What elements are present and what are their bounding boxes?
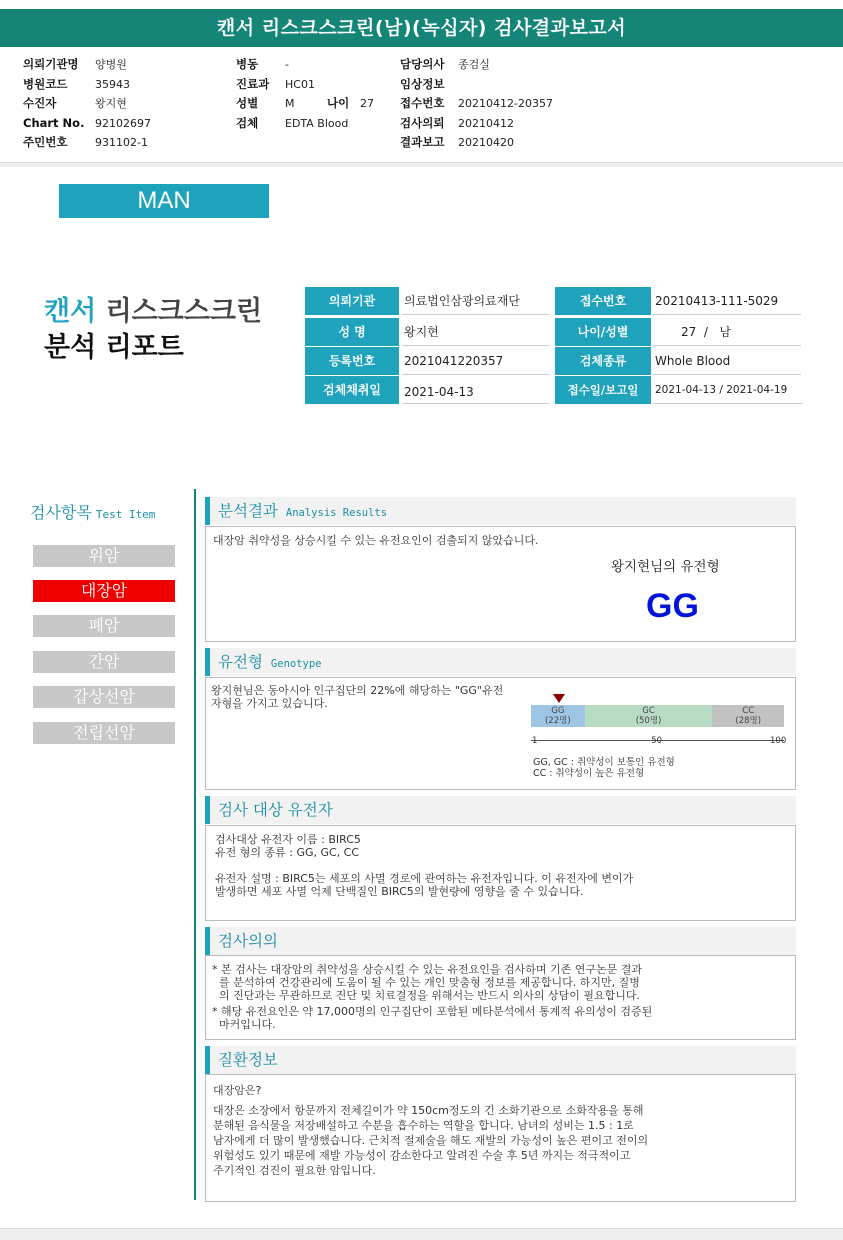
report-title-analysis: 분석 리포트: [44, 332, 184, 363]
section-significance-header: [205, 927, 796, 955]
legend-line-2: CC : 취약성이 높은 유전형: [533, 768, 645, 779]
info-label-institution: 의뢰기관: [305, 287, 399, 315]
analysis-title: 분석결과: [218, 502, 278, 520]
genotype-bar-gc: [585, 705, 713, 727]
doctor-value: 종검실: [458, 58, 490, 71]
sidebar-title: [30, 500, 155, 523]
chart-no-label: Chart No.: [23, 115, 85, 130]
info-value-name: 왕지현: [402, 318, 549, 346]
info-value-registration: 2021041220357: [402, 347, 549, 375]
info-label-age-sex: 나이/성별: [555, 318, 651, 346]
analysis-text: 대장암 취약성을 상승시킬 수 있는 유전요인이 검출되지 않았습니다.: [213, 534, 539, 547]
genotype-axis-tick: 1: [532, 736, 538, 746]
sex-value: M: [285, 97, 295, 110]
section-disease-header: [205, 1046, 796, 1074]
info-value-specimen-type: Whole Blood: [653, 347, 801, 375]
genotype-bar-gg: [531, 705, 585, 727]
info-value-collection-date: 2021-04-13: [402, 376, 549, 404]
sex-label: 성별: [236, 96, 259, 110]
sidebar-item-colon[interactable]: 대장암: [33, 580, 175, 602]
department-label: 진료과: [236, 76, 270, 91]
header-col-doctor: [400, 55, 553, 153]
genotype-marker: [553, 694, 565, 703]
header-col-ward: [236, 55, 374, 133]
disease-box: [205, 1074, 796, 1202]
target-gene-line: 발생하면 세포 사멸 억제 단백질인 BIRC5의 발현량에 영향을 줄 수 있습니다.: [215, 885, 584, 898]
clinical-info-label: 임상정보: [400, 76, 445, 91]
report-title-cancer: 캔서: [44, 296, 97, 327]
genotype-legend: [533, 757, 675, 779]
disease-line: 위험성도 있기 때문에 재발 가능성이 감소한다고 알려진 수술 후 5년 까지는 적극적이고: [213, 1149, 631, 1162]
disease-line: 분해된 음식물을 저장배설하고 수분을 흡수하는 역할을 합니다. 남녀의 성비는 1.5 : 1로: [213, 1119, 634, 1132]
genotype-bar-cc: [712, 705, 784, 727]
info-value-receipt-report-date: 2021-04-13 / 2021-04-19: [653, 376, 803, 404]
section-target-gene-header: [205, 796, 796, 824]
genotype-axis-tick: 50: [651, 736, 663, 746]
legend-line-1: GG, GC : 취약성이 보통인 유전형: [533, 757, 675, 768]
info-value-institution: 의료법인삼광의료재단: [402, 287, 549, 315]
header-col-patient: [23, 55, 151, 153]
department-value: HC01: [285, 77, 315, 91]
genotype-title-en: Genotype: [270, 658, 322, 670]
patient-value: 왕지현: [95, 97, 127, 110]
request-date-value: 20210412: [458, 116, 514, 130]
sidebar-item-prostate[interactable]: 전립선암: [33, 722, 175, 744]
target-gene-line: 검사대상 유전자 이름 : BIRC5: [215, 833, 361, 846]
info-label-registration: 등록번호: [305, 347, 399, 375]
section-analysis-header: [205, 497, 796, 525]
sidebar-item-thyroid[interactable]: 갑상선암: [33, 686, 175, 708]
target-gene-line: 유전 형의 종류 : GG, GC, CC: [215, 846, 360, 859]
hospital-name-value: 양병원: [95, 58, 127, 71]
age-label: 나이: [327, 96, 350, 110]
genotype-axis-tick: 100: [770, 736, 787, 746]
genotype-text: 왕지현님은 동아시아 인구집단의 22%에 해당하는 "GG"유전자형을 가지고 있습니다.: [211, 684, 504, 710]
genotype-bar-name: CC: [742, 706, 755, 716]
significance-line: * 본 검사는 대장암의 취약성을 상승시킬 수 있는 유전요인을 검사하며 기존 연구논문 결과: [212, 963, 642, 976]
sidebar-item-liver[interactable]: 간암: [33, 651, 175, 673]
genotype-result: GG: [646, 587, 699, 625]
genotype-bar-count: (28명): [735, 716, 762, 726]
disease-line: 대장암은?: [213, 1084, 262, 1097]
hospital-code-label: 병원코드: [23, 76, 68, 91]
disease-line: 대장은 소장에서 항문까지 전체길이가 약 150cm정도의 긴 소화기관으로 소화작용을 통해: [213, 1104, 644, 1117]
significance-line: 의 진단과는 무관하므로 진단 및 치료결정을 위해서는 반드시 의사의 상담이 필요합니다.: [212, 989, 640, 1002]
significance-title: 검사의의: [218, 932, 278, 950]
target-gene-line: 유전자 설명 : BIRC5는 세포의 사멸 경로에 관여하는 유전자입니다. 이 유전자에 변이가: [215, 872, 634, 885]
sidebar-title-en: Test Item: [95, 508, 156, 521]
header-divider: [0, 162, 843, 167]
info-value-age-sex: 27 / 남: [653, 318, 801, 346]
patient-label: 수진자: [23, 96, 57, 110]
report-title: [44, 294, 262, 366]
disease-title: 질환정보: [218, 1051, 278, 1069]
sidebar-title-ko: 검사항목: [30, 503, 92, 522]
target-gene-box: [205, 825, 796, 921]
hospital-code-value: 35943: [95, 77, 130, 91]
request-date-label: 검사의뢰: [400, 115, 445, 130]
genotype-bar-count: (22명): [544, 716, 571, 726]
sidebar-item-stomach[interactable]: 위암: [33, 545, 175, 567]
receipt-no-label: 접수번호: [400, 96, 445, 110]
genotype-title: 유전형: [218, 653, 263, 671]
disease-line: 남자에게 더 많이 발생했습니다. 근치적 절제술을 해도 재발의 가능성이 높은 편이고 전이의: [213, 1134, 649, 1147]
info-label-name: 성 명: [305, 318, 399, 346]
analysis-title-en: Analysis Results: [285, 507, 388, 519]
disease-line: 주기적인 검진이 필요한 암입니다.: [213, 1164, 376, 1177]
specimen-value: EDTA Blood: [285, 116, 349, 130]
significance-box: [205, 955, 796, 1040]
hospital-name-label: 의뢰기관명: [23, 57, 79, 71]
report-date-value: 20210420: [458, 136, 514, 149]
doctor-label: 담당의사: [400, 57, 445, 71]
sidebar-item-lung[interactable]: 폐암: [33, 615, 175, 637]
significance-line: * 해당 유전요인은 약 17,000명의 인구집단이 포함된 메타분석에서 통계적 유의성이 검증된: [212, 1005, 653, 1018]
specimen-label: 검체: [236, 115, 259, 130]
report-title-riskscreen: 리스크스크린: [96, 296, 263, 327]
resident-no-label: 주민번호: [23, 135, 68, 149]
analysis-box: [205, 526, 796, 642]
report-header-title: 캔서 리스크스크린(남)(녹십자) 검사결과보고서: [0, 9, 843, 47]
info-value-receipt: 20210413-111-5029: [653, 287, 801, 315]
genotype-bar-count: (50명): [635, 716, 662, 726]
age-value: 27: [360, 97, 374, 110]
gender-banner: MAN: [59, 184, 269, 218]
significance-line: 마커입니다.: [212, 1018, 276, 1031]
report-date-label: 결과보고: [400, 135, 445, 149]
target-gene-title: 검사 대상 유전자: [218, 801, 333, 819]
genotype-bar-name: GC: [642, 706, 655, 716]
ward-label: 병동: [236, 57, 259, 71]
significance-line: 를 분석하여 건강관리에 도움이 될 수 있는 개인 맞춤형 정보를 제공합니다. 하지만, 질병: [212, 976, 640, 989]
info-label-specimen-type: 검체종류: [555, 347, 651, 375]
info-label-receipt-report-date: 접수일/보고일: [555, 376, 651, 404]
ward-value: -: [285, 58, 289, 71]
section-genotype-header: [205, 648, 796, 676]
sidebar-divider: [194, 489, 196, 1200]
info-label-collection-date: 검체채취일: [305, 376, 399, 404]
genotype-bar-name: GG: [551, 706, 565, 716]
footer-band: [0, 1228, 843, 1240]
receipt-no-value: 20210412-20357: [458, 97, 553, 110]
genotype-owner-label: 왕지현님의 유전형: [611, 559, 720, 575]
genotype-box: [205, 677, 796, 790]
chart-no-value: 92102697: [95, 116, 151, 130]
info-label-receipt: 접수번호: [555, 287, 651, 315]
resident-no-value: 931102-1: [95, 136, 148, 149]
